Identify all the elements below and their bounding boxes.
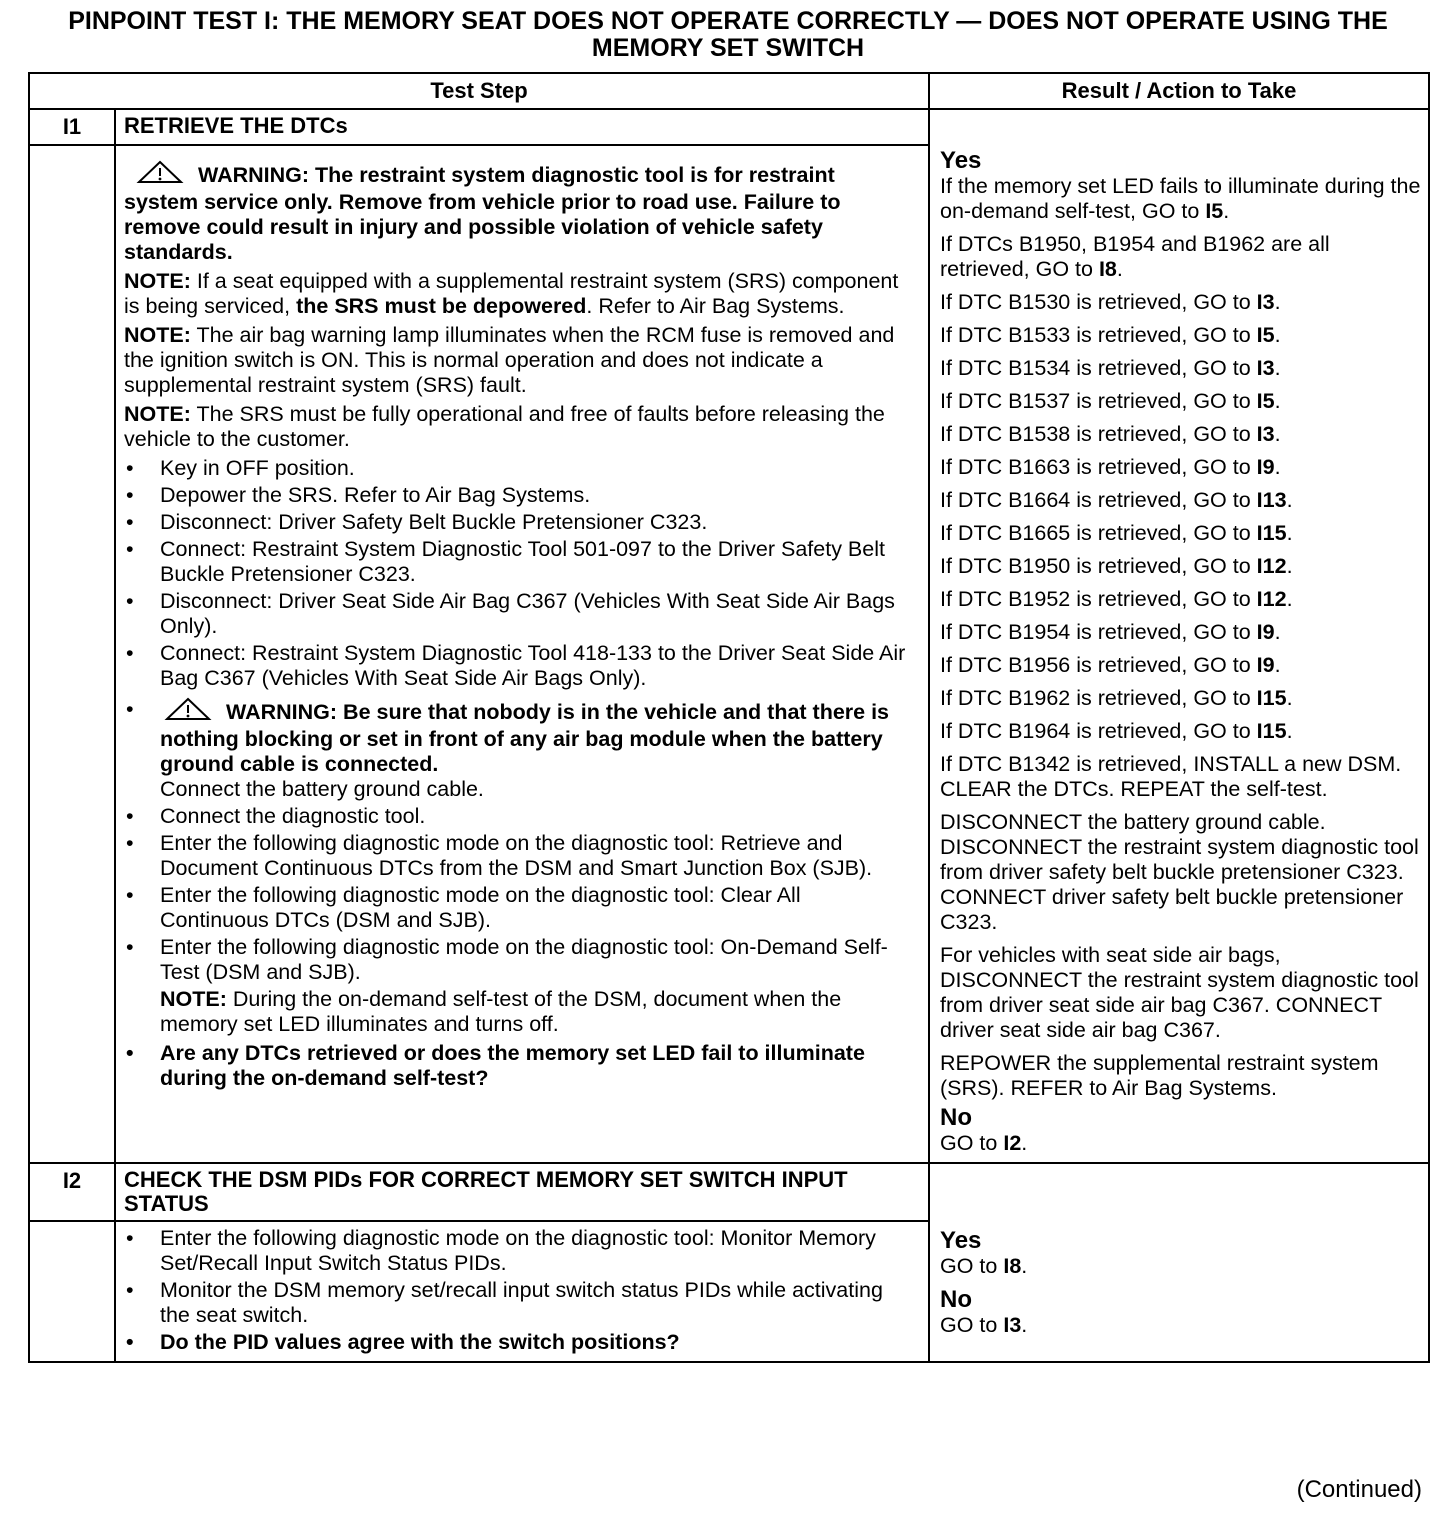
step-number: I2 [29, 1163, 115, 1221]
procedure-list-b [124, 804, 906, 985]
note-3: NOTE: The SRS must be fully operational and free of faults before releasing the vehicle to the customer. [124, 402, 885, 451]
step-heading: RETRIEVE THE DTCs [115, 109, 929, 145]
step-number: I1 [29, 109, 115, 145]
result-item: If DTC B1664 is retrieved, GO to I13. [940, 488, 1293, 512]
page-title: PINPOINT TEST I: THE MEMORY SEAT DOES NOT OPERATE CORRECTLY — DOES NOT OPERATE USING THE MEMORY SET SWITCH [68, 7, 1388, 62]
list-item: • Enter the following diagnostic mode on the diagnostic tool: Retrieve and Document Continuous DTCs from the DSM and Smart Junction Box (SJB). [124, 831, 906, 881]
list-item: • Disconnect: Driver Seat Side Air Bag C367 (Vehicles With Seat Side Air Bags Only). [124, 589, 906, 639]
yes-actions [940, 174, 1422, 744]
result-item: If DTC B1956 is retrieved, GO to I9. [940, 653, 1281, 677]
warning-triangle-icon [164, 697, 212, 727]
no-label: No [940, 1104, 973, 1131]
continued-label: (Continued) [1296, 1476, 1422, 1503]
pinpoint-test-table [28, 72, 1430, 1363]
header-result: Result / Action to Take [929, 73, 1429, 109]
step-heading: CHECK THE DSM PIDs FOR CORRECT MEMORY SET SWITCH INPUT STATUS [115, 1163, 929, 1221]
step-question: • Do the PID values agree with the switch positions? [124, 1330, 906, 1355]
result-item: If DTC B1950 is retrieved, GO to I12. [940, 554, 1293, 578]
list-item: • Key in OFF position. [124, 456, 906, 481]
result-item: If DTCs B1950, B1954 and B1962 are all retrieved, GO to I8. [940, 232, 1330, 281]
no-label: No [940, 1286, 973, 1313]
warning-block: WARNING: The restraint system diagnostic tool is for restraint system service only. Remove from vehicle prior to road use. Failure to remove could result in injury and possible violation of vehicle safety standards. [124, 160, 906, 265]
step-i1-result [929, 109, 1429, 1163]
yes-label: Yes [940, 1227, 982, 1254]
result-item: If DTC B1665 is retrieved, GO to I15. [940, 521, 1293, 545]
procedure-list-a [124, 456, 906, 691]
list-item: • Enter the following diagnostic mode on the diagnostic tool: Monitor Memory Set/Recall Input Switch Status PIDs. [124, 1226, 906, 1276]
result-item: If DTC B1530 is retrieved, GO to I3. [940, 290, 1281, 314]
result-disconnect: DISCONNECT the battery ground cable. DISCONNECT the restraint system diagnostic tool from driver safety belt buckle pretensioner C323. CONNECT driver safety belt buckle pretensioner C323. [940, 810, 1419, 934]
yes-action: GO to I8. [940, 1254, 1028, 1278]
result-b1342: If DTC B1342 is retrieved, INSTALL a new DSM. CLEAR the DTCs. REPEAT the self-test. [940, 752, 1402, 801]
list-item: • Connect the diagnostic tool. [124, 804, 906, 829]
note-2: NOTE: The air bag warning lamp illuminates when the RCM fuse is removed and the ignition switch is ON. This is normal operation and does not indicate a supplemental restraint system (SRS) fault. [124, 323, 895, 397]
yes-label: Yes [940, 147, 982, 174]
step-question: • Are any DTCs retrieved or does the memory set LED fail to illuminate during the on-demand self-test? [124, 1041, 906, 1091]
list-item: • Enter the following diagnostic mode on the diagnostic tool: On-Demand Self-Test (DSM and SJB). [124, 935, 906, 985]
procedure-list [124, 1226, 906, 1328]
list-item: • Monitor the DSM memory set/recall input switch status PIDs while activating the seat switch. [124, 1278, 906, 1328]
step-i1-body [115, 145, 929, 1163]
result-item: If DTC B1962 is retrieved, GO to I15. [940, 686, 1293, 710]
note-4: NOTE: During the on-demand self-test of the DSM, document when the memory set LED illuminates and turns off. [160, 987, 842, 1036]
step-i2-result [929, 1163, 1429, 1362]
no-action: GO to I3. [940, 1313, 1028, 1337]
warning-triangle-icon [136, 160, 184, 190]
result-item: If DTC B1533 is retrieved, GO to I5. [940, 323, 1281, 347]
result-item: If DTC B1952 is retrieved, GO to I12. [940, 587, 1293, 611]
step-number-spacer [29, 1221, 115, 1362]
step-i2-body [115, 1221, 929, 1362]
table-header-row [29, 73, 1429, 109]
list-item: • Enter the following diagnostic mode on the diagnostic tool: Clear All Continuous DTCs (DSM and SJB). [124, 883, 906, 933]
result-item: If DTC B1964 is retrieved, GO to I15. [940, 719, 1293, 743]
step-number-spacer [29, 145, 115, 1163]
list-item: • Disconnect: Driver Safety Belt Buckle Pretensioner C323. [124, 510, 906, 535]
list-item: • Connect: Restraint System Diagnostic Tool 418-133 to the Driver Seat Side Air Bag C367 (Vehicles With Seat Side Air Bags Only). [124, 641, 906, 691]
result-item: If the memory set LED fails to illuminate during the on-demand self-test, GO to I5. [940, 174, 1421, 223]
result-side-bags: For vehicles with seat side air bags, DISCONNECT the restraint system diagnostic tool from driver seat side air bag C367. CONNECT driver seat side air bag C367. [940, 943, 1419, 1042]
result-repower: REPOWER the supplemental restraint system (SRS). REFER to Air Bag Systems. [940, 1051, 1379, 1100]
result-item: If DTC B1663 is retrieved, GO to I9. [940, 455, 1281, 479]
warning-bullet: • WARNING: Be sure that nobody is in the vehicle and that there is nothing blocking or set in front of any air bag module when the battery ground cable is connected. Connect the battery ground cable. [124, 697, 906, 802]
result-item: If DTC B1534 is retrieved, GO to I3. [940, 356, 1281, 380]
list-item: • Connect: Restraint System Diagnostic Tool 501-097 to the Driver Safety Belt Buckle Pretensioner C323. [124, 537, 906, 587]
result-item: If DTC B1538 is retrieved, GO to I3. [940, 422, 1281, 446]
result-item: If DTC B1954 is retrieved, GO to I9. [940, 620, 1281, 644]
step-i2-heading-row [29, 1163, 1429, 1221]
list-item: • Depower the SRS. Refer to Air Bag Systems. [124, 483, 906, 508]
note-1: NOTE: If a seat equipped with a supplemental restraint system (SRS) component is being serviced, the SRS must be depowered. Refer to Air Bag Systems. [124, 269, 899, 318]
header-test-step: Test Step [29, 73, 929, 109]
step-i1-heading-row [29, 109, 1429, 145]
result-item: If DTC B1537 is retrieved, GO to I5. [940, 389, 1281, 413]
no-action: GO to I2. [940, 1131, 1028, 1155]
